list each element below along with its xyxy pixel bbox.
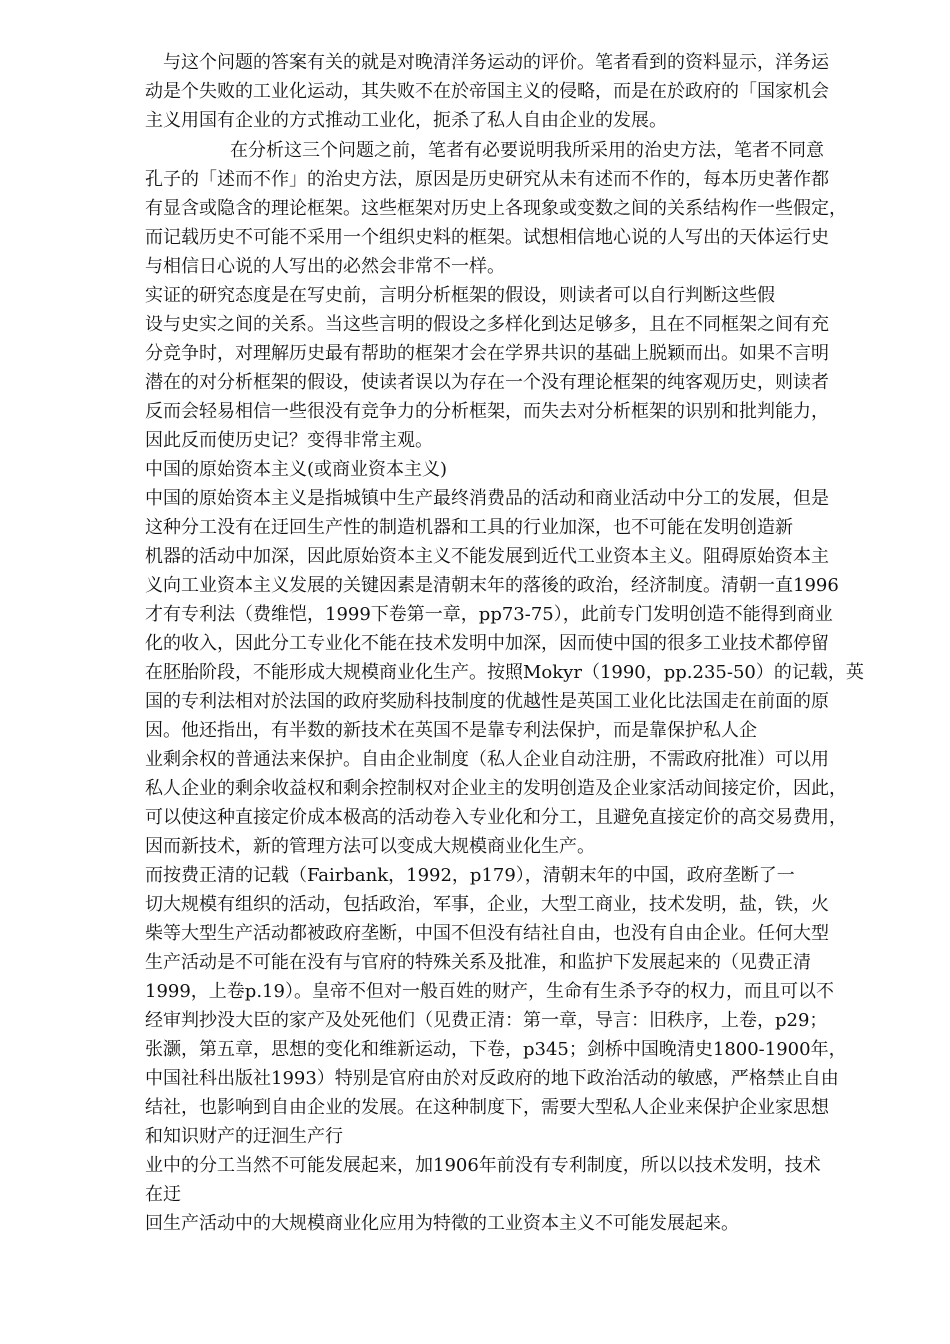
- text-line: 和知识财产的迂洄生产行: [145, 1126, 343, 1147]
- text-line: 而按费正清的记载（Fairbank，1992，p179），清朝末年的中国，政府垄断了一: [145, 865, 795, 886]
- text-line: 业中的分工当然不可能发展起来，加1906年前没有专利制度，所以以技术发明，技术: [145, 1155, 821, 1176]
- text-line: 张灏，第五章，思想的变化和维新运动，下卷，p345；剑桥中国晚清史1800-1900年，: [145, 1039, 847, 1060]
- text-line: 在迂: [145, 1184, 181, 1205]
- text-line: 私人企业的剩余收益权和剩余控制权对企业主的发明创造及企业家活动间接定价，因此，: [145, 778, 847, 799]
- text-line: 结社，也影响到自由企业的发展。在这种制度下，需要大型私人企业来保护企业家思想: [145, 1097, 829, 1118]
- text-line: 中国的原始资本主义是指城镇中生产最终消费品的活动和商业活动中分工的发展，但是: [145, 488, 829, 509]
- text-line: 可以使这种直接定价成本极高的活动卷入专业化和分工，且避免直接定价的高交易费用，: [145, 807, 847, 828]
- text-line: 切大规模有组织的活动，包括政治，军事，企业，大型工商业，技术发明，盐，铁，火: [145, 894, 829, 915]
- text-line: 主义用国有企业的方式推动工业化，扼杀了私人自由企业的发展。: [145, 110, 667, 131]
- text-line: 柴等大型生产活动都被政府垄断，中国不但没有结社自由，也没有自由企业。任何大型: [145, 923, 829, 944]
- text-line: 与相信日心说的人写出的必然会非常不一样。: [145, 256, 505, 277]
- text-line: 1999，上卷p.19）。皇帝不但对一般百姓的财产，生命有生杀予夺的权力，而且可以不: [145, 981, 834, 1002]
- text-line: 而记载历史不可能不采用一个组织史料的框架。试想相信地心说的人写出的天体运行史: [145, 227, 829, 248]
- text-line: 因此反而使历史记？变得非常主观。: [145, 430, 433, 451]
- text-line: 国的专利法相对於法国的政府奖励科技制度的优越性是英国工业化比法国走在前面的原: [145, 691, 829, 712]
- text-line: 生产活动是不可能在没有与官府的特殊关系及批准，和监护下发展起来的（见费正清: [145, 952, 811, 973]
- text-line: 因。他还指出，有半数的新技术在英国不是靠专利法保护，而是靠保护私人企: [145, 720, 757, 741]
- text-line: 在分析这三个问题之前，笔者有必要说明我所采用的治史方法，笔者不同意: [230, 140, 824, 161]
- text-line: 设与史实之间的关系。当这些言明的假设之多样化到达足够多，且在不同框架之间有充: [145, 314, 829, 335]
- text-line: 义向工业资本主义发展的关键因素是清朝末年的落後的政治，经济制度。清朝一直1996: [145, 575, 839, 596]
- text-line: 这种分工没有在迂回生产性的制造机器和工具的行业加深，也不可能在发明创造新: [145, 517, 793, 538]
- text-line: 动是个失败的工业化运动，其失败不在於帝国主义的侵略，而是在於政府的「国家机会: [145, 81, 829, 102]
- text-line: 中国社科出版社1993）特别是官府由於对反政府的地下政治活动的敏感，严格禁止自由: [145, 1068, 839, 1089]
- text-line: 经审判抄没大臣的家产及处死他们（见费正清：第一章，导言：旧秩序，上卷，p29；: [145, 1010, 828, 1031]
- text-line: 回生产活动中的大规模商业化应用为特徵的工业资本主义不可能发展起来。: [145, 1213, 739, 1234]
- text-line: 才有专利法（费维恺，1999下卷第一章，pp73-75），此前专门发明创造不能得到商业: [145, 604, 833, 625]
- text-line: 有显含或隐含的理论框架。这些框架对历史上各现象或变数之间的关系结构作一些假定，: [145, 198, 847, 219]
- text-line: 分竞争时，对理解历史最有帮助的框架才会在学界共识的基础上脱颖而出。如果不言明: [145, 343, 829, 364]
- text-line: 实证的研究态度是在写史前，言明分析框架的假设，则读者可以自行判断这些假: [145, 285, 775, 306]
- text-line: 反而会轻易相信一些很没有竞争力的分析框架，而失去对分析框架的识别和批判能力，: [145, 401, 829, 422]
- text-line: 机器的活动中加深，因此原始资本主义不能发展到近代工业资本主义。阻碍原始资本主: [145, 546, 829, 567]
- section-heading: 中国的原始资本主义(或商业资本主义): [145, 459, 448, 480]
- text-line: 潜在的对分析框架的假设，使读者误以为存在一个没有理论框架的纯客观历史，则读者: [145, 372, 829, 393]
- text-line: 因而新技术，新的管理方法可以变成大规模商业化生产。: [145, 836, 595, 857]
- text-line: 化的收入，因此分工专业化不能在技术发明中加深，因而使中国的很多工业技术都停留: [145, 633, 829, 654]
- text-line: 在胚胎阶段，不能形成大规模商业化生产。按照Mokyr（1990，pp.235-50）的记载，英: [145, 662, 864, 683]
- text-line: 孔子的「述而不作」的治史方法，原因是历史研究从未有述而不作的，每本历史著作都: [145, 169, 829, 190]
- text-line: 业剩余权的普通法来保护。自由企业制度（私人企业自动注册，不需政府批准）可以用: [145, 749, 829, 770]
- text-line: 与这个问题的答案有关的就是对晚清洋务运动的评价。笔者看到的资料显示，洋务运: [163, 52, 829, 73]
